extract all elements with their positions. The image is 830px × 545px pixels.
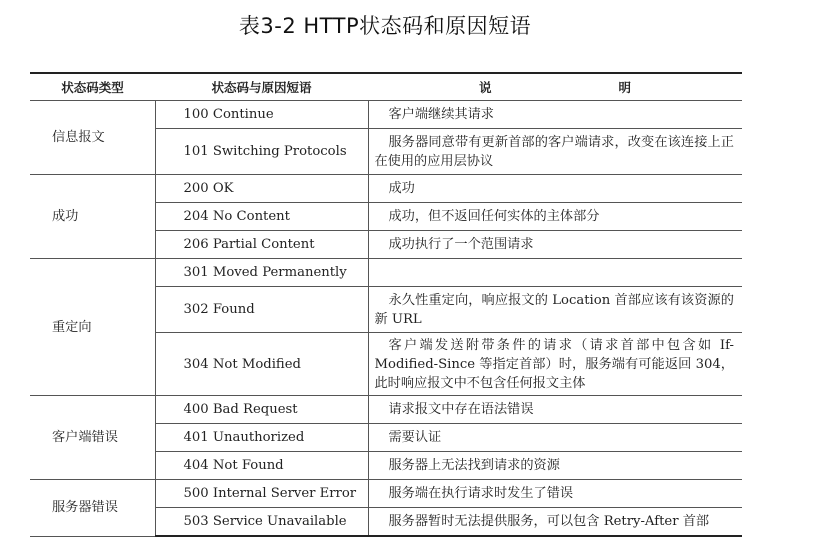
desc-cell [368, 259, 742, 287]
table-row [30, 259, 742, 287]
desc-cell: 服务器同意带有更新首部的客户端请求，改变在该连接上正在使用的应用层协议 [368, 129, 742, 175]
code-cell: 404 Not Found [155, 452, 368, 480]
desc-cell: 成功 [368, 175, 742, 203]
desc-cell: 客户端继续其请求 [368, 101, 742, 129]
table-row [30, 480, 742, 508]
table-row [30, 101, 742, 129]
code-cell: 400 Bad Request [155, 396, 368, 424]
desc-cell: 成功，但不返回任何实体的主体部分 [368, 203, 742, 231]
table-row [30, 175, 742, 203]
code-cell: 301 Moved Permanently [155, 259, 368, 287]
table-row [30, 396, 742, 424]
group-cell: 信息报文 [30, 101, 155, 175]
desc-cell: 请求报文中存在语法错误 [368, 396, 742, 424]
code-cell: 101 Switching Protocols [155, 129, 368, 175]
desc-cell: 服务器上无法找到请求的资源 [368, 452, 742, 480]
code-cell: 500 Internal Server Error [155, 480, 368, 508]
code-cell: 200 OK [155, 175, 368, 203]
desc-cell: 服务端在执行请求时发生了错误 [368, 480, 742, 508]
desc-cell: 服务器暂时无法提供服务，可以包含 Retry-After 首部 [368, 508, 742, 537]
code-cell: 304 Not Modified [155, 333, 368, 396]
code-cell: 302 Found [155, 287, 368, 333]
header-code: 状态码与原因短语 [211, 79, 312, 95]
header-description: 说 明 [478, 79, 665, 95]
desc-cell: 客户端发送附带条件的请求（请求首部中包含如 If-Modified-Since 等指定首部）时，服务端有可能返回 304，此时响应报文中不包含任何报文主体 [368, 333, 742, 396]
desc-cell: 需要认证 [368, 424, 742, 452]
code-cell: 204 No Content [155, 203, 368, 231]
group-cell: 客户端错误 [30, 396, 155, 480]
desc-cell: 永久性重定向，响应报文的 Location 首部应该有该资源的新 URL [368, 287, 742, 333]
header-type: 状态码类型 [61, 79, 124, 95]
status-code-table [30, 72, 742, 537]
code-cell: 401 Unauthorized [155, 424, 368, 452]
table-title: 表3-2 HTTP状态码和原因短语 [238, 14, 532, 38]
code-cell: 503 Service Unavailable [155, 508, 368, 537]
group-cell: 服务器错误 [30, 480, 155, 537]
table-header-row [30, 73, 742, 101]
group-cell: 重定向 [30, 259, 155, 396]
group-cell: 成功 [30, 175, 155, 259]
code-cell: 100 Continue [155, 101, 368, 129]
code-cell: 206 Partial Content [155, 231, 368, 259]
desc-cell: 成功执行了一个范围请求 [368, 231, 742, 259]
